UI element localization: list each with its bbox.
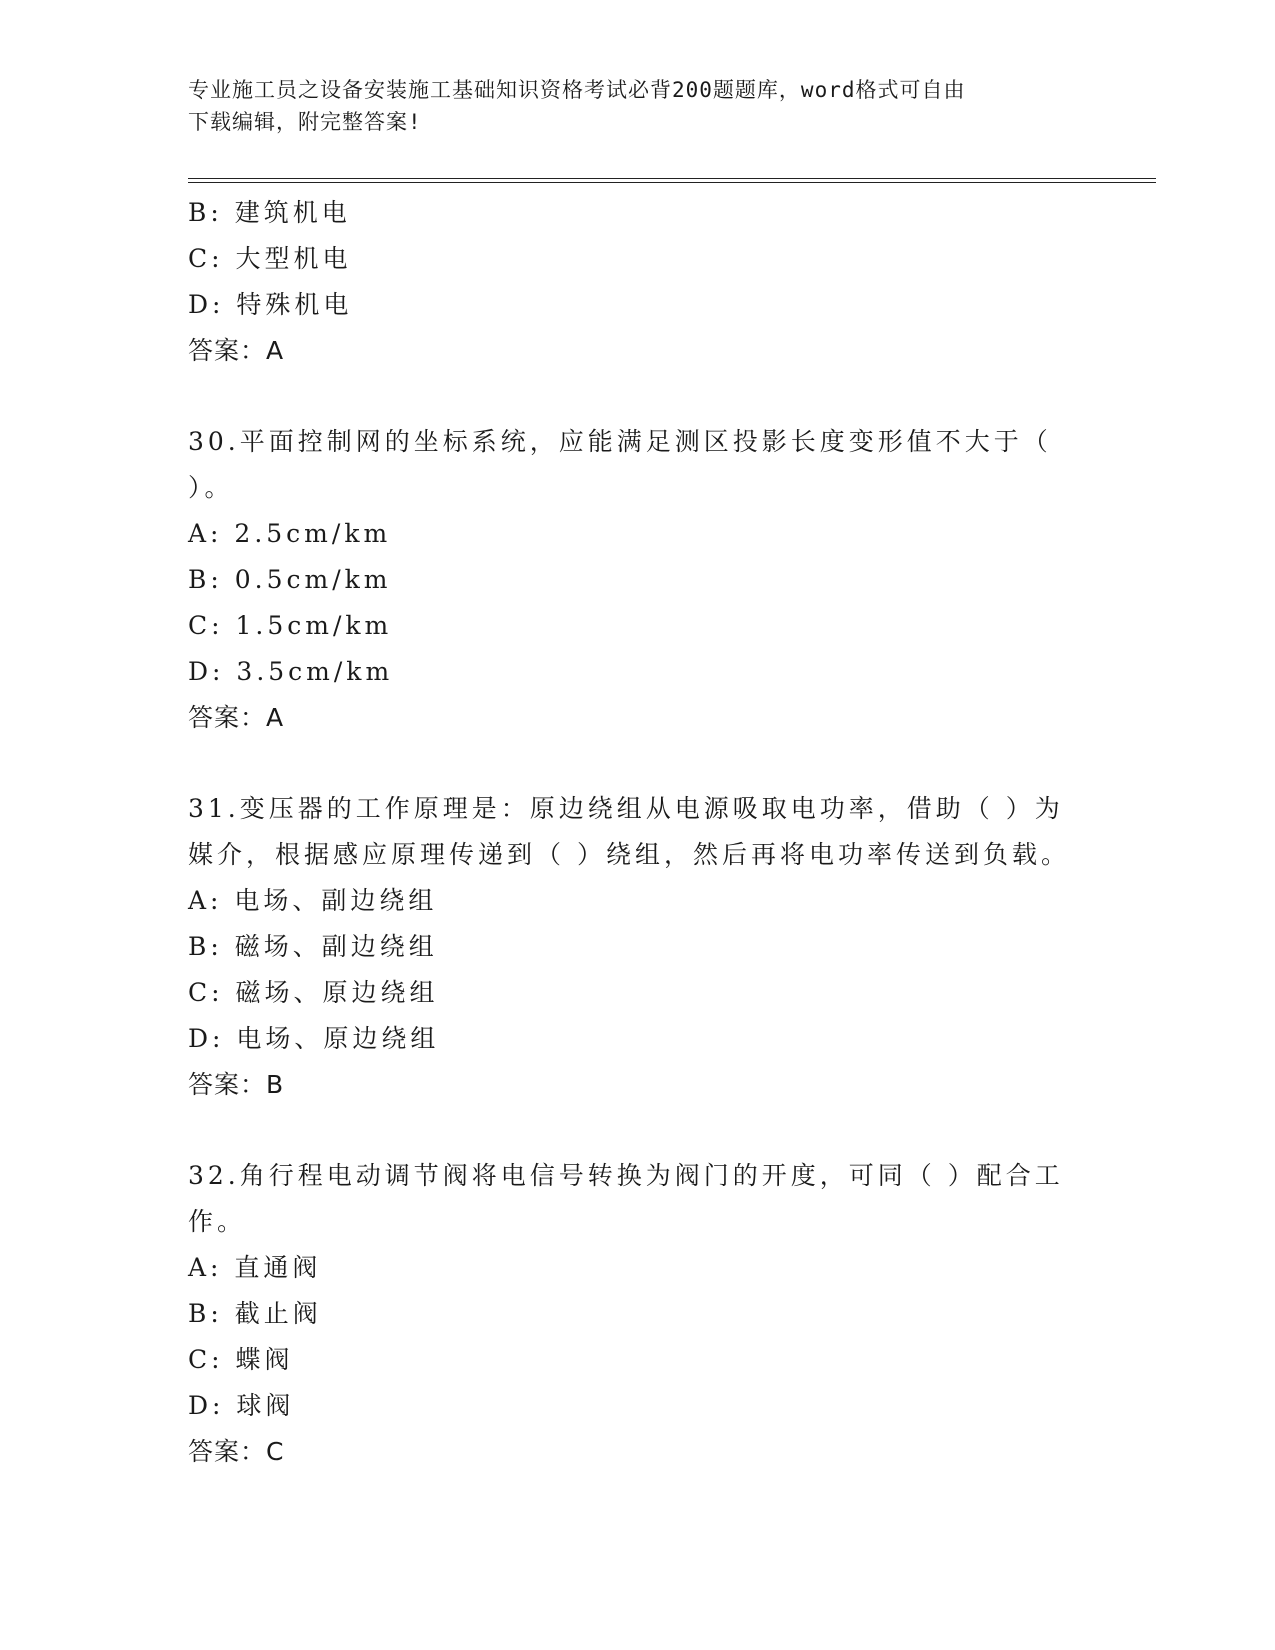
- answer-line: 答案：A: [188, 703, 285, 732]
- answer-line: 答案：A: [188, 336, 285, 365]
- question-29-continued: [188, 190, 1088, 374]
- question-32: [188, 1153, 1088, 1475]
- option-b: B: 磁场、副边绕组: [188, 932, 438, 961]
- answer-line: 答案：C: [188, 1437, 285, 1466]
- option-a: A: 电场、副边绕组: [188, 886, 438, 915]
- option-b: B: 0.5cm/km: [188, 565, 392, 594]
- option-d: D: 3.5cm/km: [188, 657, 394, 686]
- question-list: [188, 190, 1088, 1475]
- option-c: C: 磁场、原边绕组: [188, 978, 439, 1007]
- option-b: B: 截止阀: [188, 1299, 322, 1328]
- option-d: D: 特殊机电: [188, 290, 353, 319]
- question-30: [188, 419, 1088, 741]
- question-31: [188, 786, 1088, 1108]
- option-d: D: 电场、原边绕组: [188, 1024, 440, 1053]
- option-c: C: 蝶阀: [188, 1345, 294, 1374]
- question-stem-line-1: 31.变压器的工作原理是：原边绕组从电源吸取电功率，借助（ ）为: [188, 794, 1064, 823]
- option-a: A: 直通阀: [188, 1253, 322, 1282]
- question-stem-line-2: 媒介，根据感应原理传递到（ ）绕组，然后再将电功率传送到负载。: [188, 840, 1070, 869]
- header-divider-bottom: [188, 182, 1156, 183]
- option-d: D: 球阀: [188, 1391, 295, 1420]
- header-divider-top: [188, 178, 1156, 179]
- option-a: A: 2.5cm/km: [188, 519, 392, 548]
- answer-line: 答案：B: [188, 1070, 285, 1099]
- question-stem-line-1: 30.平面控制网的坐标系统，应能满足测区投影长度变形值不大于（: [188, 427, 1052, 456]
- option-c: C: 大型机电: [188, 244, 352, 273]
- header-line-1: 专业施工员之设备安装施工基础知识资格考试必背200题题库，word格式可自由: [188, 78, 966, 102]
- option-b: B: 建筑机电: [188, 198, 351, 227]
- header-line-2: 下载编辑，附完整答案!: [188, 110, 422, 134]
- question-stem-line-2: 作。: [188, 1207, 247, 1236]
- question-stem-line-1: 32.角行程电动调节阀将电信号转换为阀门的开度，可同（ ）配合工: [188, 1161, 1064, 1190]
- document-header: [188, 74, 1088, 138]
- question-stem-line-2: ）。: [188, 473, 234, 502]
- option-c: C: 1.5cm/km: [188, 611, 393, 640]
